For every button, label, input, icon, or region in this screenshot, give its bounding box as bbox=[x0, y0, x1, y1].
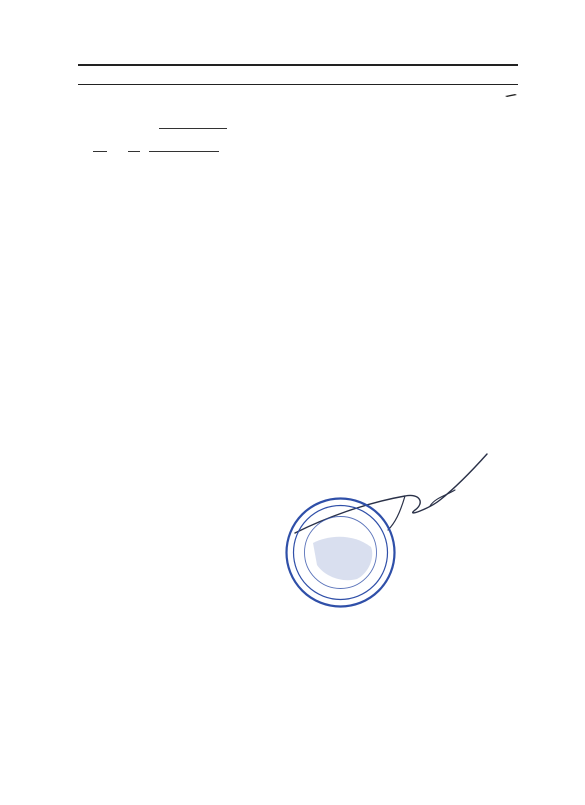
official-seal bbox=[283, 495, 398, 610]
registry-line bbox=[75, 114, 525, 134]
reference-month-underline bbox=[149, 151, 219, 152]
pen-mark bbox=[504, 92, 518, 98]
letterhead-top-rule bbox=[78, 64, 518, 66]
reference-line bbox=[75, 140, 525, 156]
reference-no-underline bbox=[93, 151, 107, 152]
letterhead-bottom-rule bbox=[78, 84, 518, 85]
registry-month-underline bbox=[159, 128, 227, 129]
reference-day-underline bbox=[128, 151, 140, 152]
